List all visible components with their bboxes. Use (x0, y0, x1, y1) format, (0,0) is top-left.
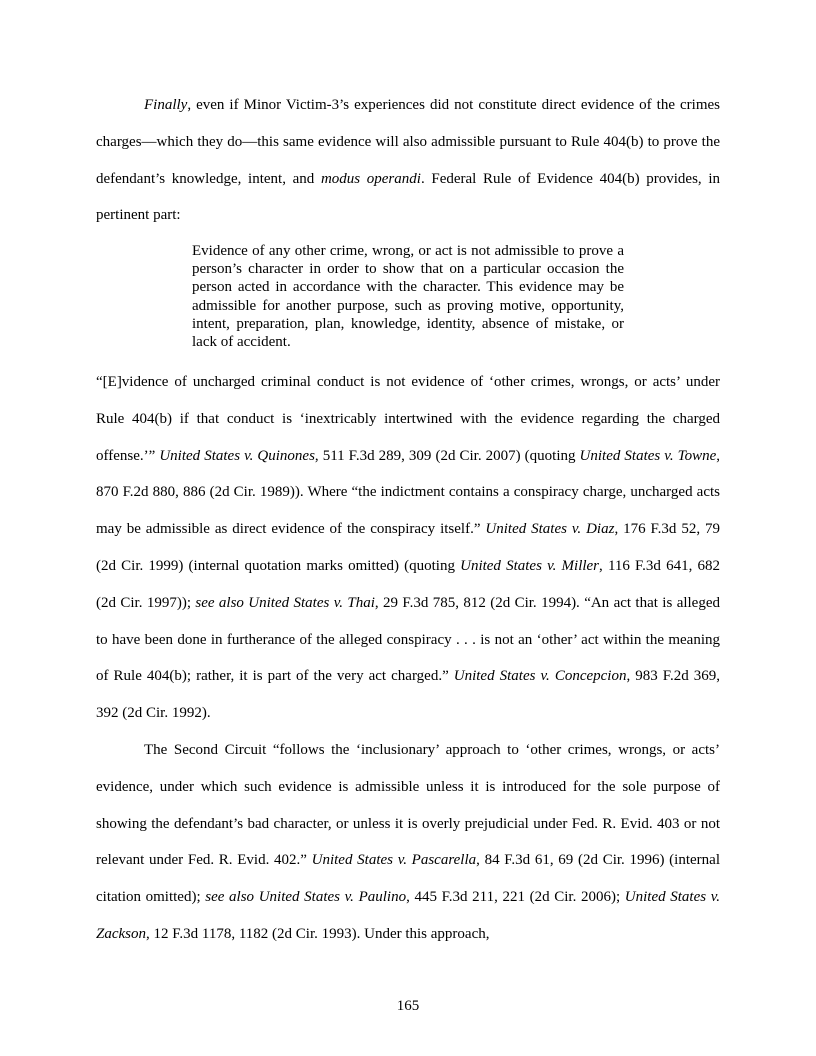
page-number: 165 (396, 998, 420, 1014)
case-citation: United States v. Diaz (485, 521, 615, 538)
emphasis-finally: Finally (144, 97, 188, 113)
paragraph-text: , 84 F.3d 61, 69 (2d Cir. 1996) (internal citation omitted); (96, 852, 720, 906)
paragraph-uncharged-conduct (96, 364, 720, 732)
case-citation: United States v. Zackson (96, 889, 721, 942)
paragraph-text: . Federal Rule of Evidence 404(b) provides, in pertinent part: (96, 170, 720, 224)
paragraph-text: , 29 F.3d 785, 812 (2d Cir. 1994). “An act that is alleged to have been done in furtherance of the alleged conspiracy . . . is not an ‘other’ act within the meaning of Rule 404(b); rather, it is part of the very act charged.” (96, 594, 720, 685)
case-citation: United States v. Towne (579, 447, 717, 464)
case-citation: United States v. Concepcion (453, 668, 627, 685)
case-citation: see also United States v. Paulino (205, 889, 407, 906)
paragraph-finally (96, 87, 720, 234)
paragraph-text: The Second Circuit “follows the ‘inclusionary’ approach to ‘other crimes, wrongs, or acts’ evidence, under which such evidence is admissible unless it is introduced for the sole purpose of showing the defendant’s bad character, or unless it is overly prejudicial under Fed. R. Evid. 403 or not relevant under Fed. R. Evid. 402.” (96, 742, 720, 869)
emphasis-modus-operandi: modus operandi (320, 170, 421, 187)
case-citation: United States v. Miller (460, 557, 600, 574)
case-citation: United States v. Quinones (159, 447, 315, 464)
paragraph-text: , 176 F.3d 52, 79 (2d Cir. 1999) (internal quotation marks omitted) (quoting (96, 521, 720, 574)
paragraph-text: , 983 F.2d 369, 392 (2d Cir. 1992). (96, 668, 720, 722)
paragraph-text: , 116 F.3d 641, 682 (2d Cir. 1997)); (96, 557, 720, 611)
paragraph-text: , even if Minor Victim-3’s experiences did not constitute direct evidence of the crimes charges—which they do—this same evidence will also admissible pursuant to Rule 404(b) to prove the defendant’s knowledge, intent, and (96, 97, 720, 187)
paragraph-second-circuit (96, 732, 720, 953)
paragraph-text: , 445 F.3d 211, 221 (2d Cir. 2006); (406, 889, 625, 906)
case-citation: see also United States v. Thai (195, 594, 375, 611)
paragraph-text: , 12 F.3d 1178, 1182 (2d Cir. 1993). Under this approach, (146, 925, 490, 942)
paragraph-text: , 511 F.3d 289, 309 (2d Cir. 2007) (quoting (314, 447, 580, 464)
rule-404b-block-quote: Evidence of any other crime, wrong, or act is not admissible to prove a person’s character in order to show that on a particular occasion the person acted in accordance with the character. This evidence may be admissible for another purpose, such as proving motive, opportunity, intent, preparation, plan, knowledge, identity, absence of mistake, or lack of accident. (192, 243, 624, 351)
paragraph-text: “[E]vidence of uncharged criminal conduct is not evidence of ‘other crimes, wrongs, or acts’ under Rule 404(b) if that conduct is ‘inextricably intertwined with the evidence regarding the charged offense.’” (96, 374, 720, 464)
paragraph-text: , 870 F.2d 880, 886 (2d Cir. 1989)). Where “the indictment contains a conspiracy charge, uncharged acts may be admissible as direct evidence of the conspiracy itself.” (96, 447, 721, 538)
case-citation: United States v. Pascarella (311, 852, 477, 869)
